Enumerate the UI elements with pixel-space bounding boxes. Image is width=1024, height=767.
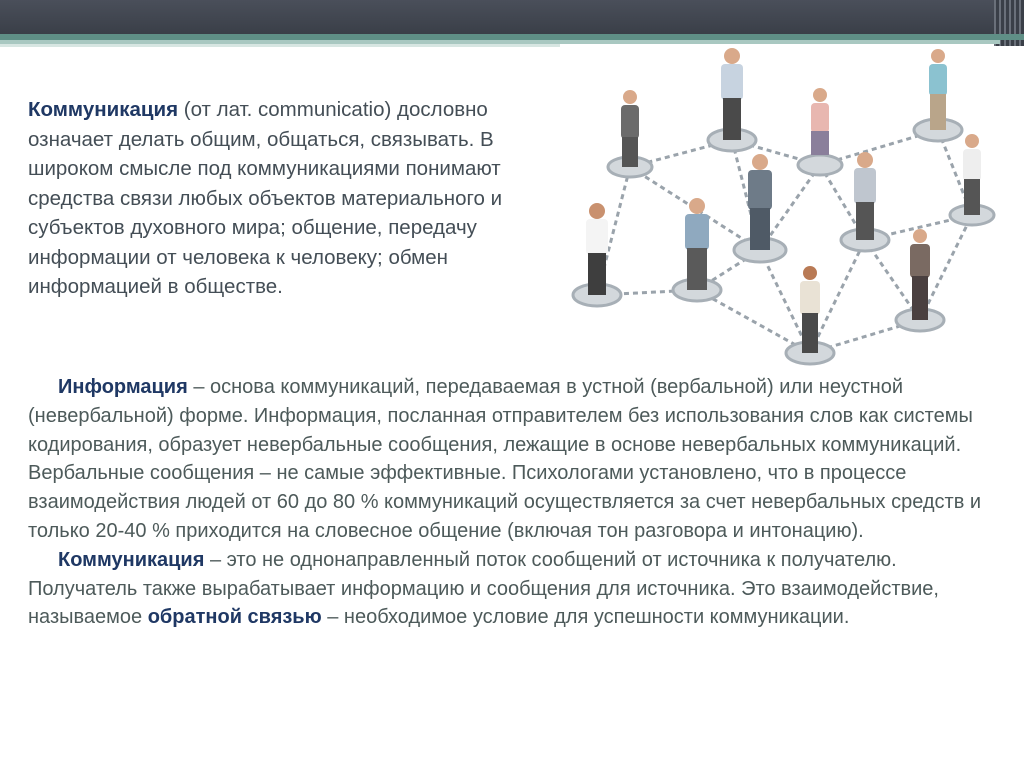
accent-line-faint <box>0 44 560 47</box>
definition-paragraph <box>28 95 558 302</box>
information-paragraph <box>28 373 993 546</box>
slide-top-bar <box>0 0 1024 34</box>
definition-text: (от лат. communicatio) дословно означает делать общим, общаться, связывать. В широком смысле под коммуникациями понимают средства связи любых объектов материального и субъектов духовного мира; общение, передачу информации от человека к человеку; обмен информацией в обществе. <box>28 98 503 298</box>
communication-paragraph <box>28 546 993 632</box>
information-text: – основа коммуникаций, передаваемая в устной (вербальной) или неустной (невербальной) форме. Информация, посланная отправителем без использования слов как системы кодирования, образует невербальные сообщения, лежащие в основе невербальных коммуникаций. Вербальные сообщения – не самые эффективные. Психологами установлено, что в процессе взаимодействия людей от 60 до 80 % коммуникаций осуществляется за счет невербальных средств и только 20-40 % приходится на словесное общение (включая тон разговора и интонацию). <box>28 376 982 542</box>
communication-end-text: – необходимое условие для успешности коммуникации. <box>321 606 850 629</box>
term-communication-2: Коммуникация <box>58 548 205 571</box>
information-section <box>28 373 993 632</box>
people-network-illustration <box>560 40 1020 370</box>
communication-text: – это не однонаправленный поток сообщений от источника к получателю. Получатель также вырабатывает информацию и сообщения для источника. Это взаимодействие, называемое <box>28 548 939 629</box>
term-information: Информация <box>58 376 188 398</box>
term-feedback: обратной связью <box>147 606 322 629</box>
term-communication: Коммуникация <box>28 98 179 121</box>
